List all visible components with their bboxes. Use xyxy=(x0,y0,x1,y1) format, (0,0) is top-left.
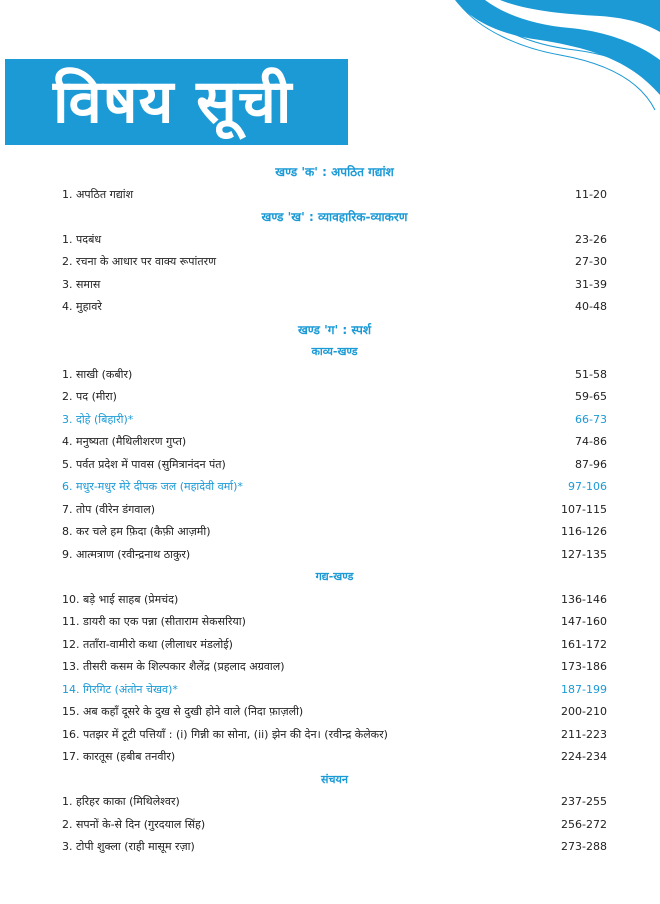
toc-entry xyxy=(62,522,607,542)
toc-entry-pages: 256-272 xyxy=(561,817,607,831)
toc-entry-pages: 127-135 xyxy=(561,547,607,561)
toc-entry xyxy=(62,792,607,812)
toc-entry-title: 4. मनुष्यता (मैथिलीशरण गुप्त) xyxy=(62,435,187,448)
toc-entry-title: 10. बड़े भाई साहब (प्रेमचंद) xyxy=(62,592,179,606)
toc-entry-title: 9. आत्मत्राण (रवीन्द्रनाथ ठाकुर) xyxy=(62,547,191,561)
toc-entry-title: 17. कारतूस (हबीब तनवीर) xyxy=(62,750,176,763)
subsection-heading: गद्य-खण्ड xyxy=(315,570,354,583)
toc-entry-pages: 87-96 xyxy=(575,457,607,471)
toc-entry-title: 4. मुहावरे xyxy=(62,300,102,313)
toc-entry-title: 1. पदबंध xyxy=(62,232,102,246)
toc-entry-pages: 27-30 xyxy=(575,255,607,268)
toc-entry-title: 13. तीसरी कसम के शिल्पकार शैलेंद्र (प्रहलाद अग्रवाल) xyxy=(62,660,285,673)
toc-entry-pages: 237-255 xyxy=(561,795,607,808)
toc-entry xyxy=(62,837,607,857)
toc-entry-title: 7. तोप (वीरेन डंगवाल) xyxy=(62,502,156,516)
toc-entry xyxy=(62,612,607,632)
section-heading: खण्ड 'ग' : स्पर्श xyxy=(297,322,372,337)
toc-entry xyxy=(62,725,607,745)
toc-entry xyxy=(62,252,607,272)
toc-entry-pages: 116-126 xyxy=(561,525,607,538)
toc-entry-title: 12. तताँरा-वामीरो कथा (लीलाधर मंडलोई) xyxy=(62,637,233,651)
toc-entry xyxy=(62,702,607,722)
subsection-heading: काव्य-खण्ड xyxy=(311,345,358,358)
toc-entry xyxy=(62,657,607,677)
toc-entry-title: 1. अपठित गद्यांश xyxy=(62,187,134,201)
toc-entry xyxy=(62,455,607,475)
toc-entry-pages: 187-199 xyxy=(561,682,607,696)
section-heading: खण्ड 'ख' : व्यावहारिक-व्याकरण xyxy=(261,210,408,224)
toc-entry-pages: 97-106 xyxy=(568,480,607,493)
toc-entry-title: 11. डायरी का एक पन्ना (सीताराम सेकसरिया) xyxy=(62,615,246,628)
toc-entry-title: 8. कर चले हम फ़िदा (कैफ़ी आज़मी) xyxy=(62,525,211,538)
toc-entry xyxy=(62,432,607,452)
toc-entry-pages: 136-146 xyxy=(561,592,607,606)
toc-entry xyxy=(62,410,607,430)
toc-entry xyxy=(62,635,607,655)
toc-entry xyxy=(62,387,607,407)
toc-entry-title: 3. टोपी शुक्ला (राही मासूम रज़ा) xyxy=(62,840,195,853)
toc-entry-pages: 23-26 xyxy=(575,232,607,246)
toc-entry xyxy=(62,680,607,700)
toc-entry xyxy=(62,747,607,767)
toc-entry xyxy=(62,545,607,565)
toc-entry-title: 1. साखी (कबीर) xyxy=(62,367,133,381)
toc-entry-title: 1. हरिहर काका (मिथिलेश्वर) xyxy=(62,795,180,808)
toc-entry xyxy=(62,230,607,250)
toc-entry-pages: 161-172 xyxy=(561,637,607,651)
title-banner xyxy=(5,59,348,145)
toc-entry-title: 3. समास xyxy=(62,277,101,291)
toc-entry-title: 6. मधुर-मधुर मेरे दीपक जल (महादेवी वर्मा)* xyxy=(62,480,243,493)
subsection-heading: संचयन xyxy=(321,772,348,786)
toc-entry-pages: 147-160 xyxy=(561,615,607,628)
toc-entry-pages: 11-20 xyxy=(575,187,607,201)
toc-entry-title: 16. पतझर में टूटी पत्तियाँ : (i) गिन्नी का सोना, (ii) झेन की देन। (रवीन्द्र केलेकर) xyxy=(62,727,388,741)
toc-entry-pages: 51-58 xyxy=(575,367,607,381)
toc-entry xyxy=(62,275,607,295)
toc-entry-pages: 107-115 xyxy=(561,502,607,516)
toc-entry-pages: 31-39 xyxy=(575,277,607,291)
toc-entry xyxy=(62,185,607,205)
toc-entry-pages: 273-288 xyxy=(561,840,607,853)
toc-entry xyxy=(62,477,607,497)
toc-entry xyxy=(62,590,607,610)
toc-entry-pages: 224-234 xyxy=(561,750,607,763)
toc-entry-pages: 200-210 xyxy=(561,705,607,718)
toc-entry-title: 3. दोहे (बिहारी)* xyxy=(62,412,134,426)
toc-entry-pages: 40-48 xyxy=(575,300,607,313)
toc-entry xyxy=(62,815,607,835)
toc-entry xyxy=(62,297,607,317)
toc-entry-pages: 74-86 xyxy=(575,435,607,448)
toc-entry-title: 2. रचना के आधार पर वाक्य रूपांतरण xyxy=(62,255,217,268)
toc-entry-title: 2. पद (मीरा) xyxy=(62,390,117,403)
toc-entry-pages: 173-186 xyxy=(561,660,607,673)
toc-entry-title: 14. गिरगिट (अंतोन चेखव)* xyxy=(62,682,178,696)
toc-entry-title: 5. पर्वत प्रदेश में पावस (सुमित्रानंदन पंत) xyxy=(62,457,226,471)
toc-entry xyxy=(62,365,607,385)
toc-entry-title: 2. सपनों के-से दिन (गुरदयाल सिंह) xyxy=(62,817,206,831)
page-title: विषय सूची xyxy=(53,67,293,137)
toc-entry-pages: 59-65 xyxy=(575,390,607,403)
section-heading: खण्ड 'क' : अपठित गद्यांश xyxy=(275,165,394,179)
toc-entry xyxy=(62,500,607,520)
toc-entry-pages: 211-223 xyxy=(561,727,607,741)
toc-entry-pages: 66-73 xyxy=(575,412,607,426)
toc-entry-title: 15. अब कहाँ दूसरे के दुख से दुखी होने वाले (निदा फ़ाज़ली) xyxy=(62,705,304,718)
